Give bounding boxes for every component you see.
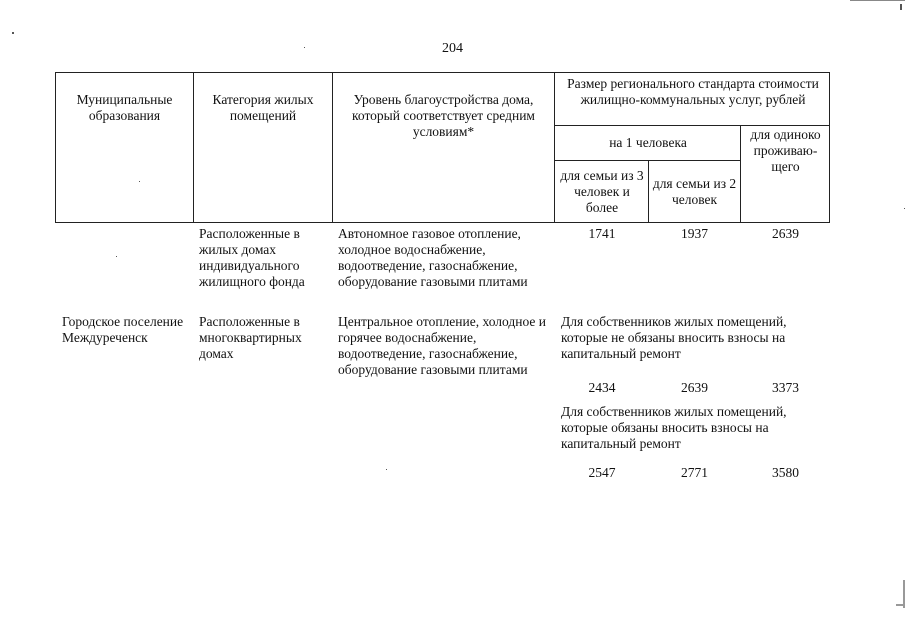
page-number: 204 <box>442 41 463 56</box>
header-family3: для семьи из 3 человек и более <box>560 168 644 215</box>
row2-note-no-capital-repair: Для собственников жилых помещений, которые не обязаны вносить взносы на капитальный ремонт <box>561 314 787 361</box>
header-municipality: Муниципальные образования <box>76 92 173 123</box>
municipality-name: Городское поселение Междуреченск <box>62 314 184 345</box>
row1-level: Автономное газовое отопление, холодное водоснабжение, водоотведение, газоснабжение, оборудование газовыми плитами <box>338 226 528 289</box>
row2a-value-single: 3373 <box>772 380 799 395</box>
row1-value-family3: 1741 <box>588 226 616 241</box>
row1-value-family2: 1937 <box>681 226 708 241</box>
row1-category: Расположенные в жилых домах индивидуального жилищного фонда <box>199 226 305 289</box>
header-category: Категория жилых помещений <box>212 92 314 123</box>
row2a-value-family3: 2434 <box>588 380 616 395</box>
row2b-value-single: 3580 <box>772 465 799 480</box>
header-per-person: на 1 человека <box>609 135 687 150</box>
header-single: для одиноко проживаю-щего <box>750 127 821 174</box>
row2b-value-family2: 2771 <box>681 465 708 480</box>
row1-value-single: 2639 <box>772 226 799 241</box>
row2a-value-family2: 2639 <box>681 380 708 395</box>
row2b-value-family3: 2547 <box>588 465 616 480</box>
header-family2: для семьи из 2 человек <box>652 176 737 207</box>
header-level: Уровень благоустройства дома, который соответствует средним условиям* <box>352 92 535 139</box>
row2-note-capital-repair: Для собственников жилых помещений, которые обязаны вносить взносы на капитальный ремонт <box>561 404 787 451</box>
row2-category: Расположенные в многоквартирных домах <box>199 314 302 361</box>
header-standard-title: Размер регионального стандарта стоимости жилищно-коммунальных услуг, рублей <box>567 76 819 107</box>
row2-level: Центральное отопление, холодное и горячее водоснабжение, водоотведение, газоснабжение, оборудование газовыми плитами <box>338 314 546 377</box>
